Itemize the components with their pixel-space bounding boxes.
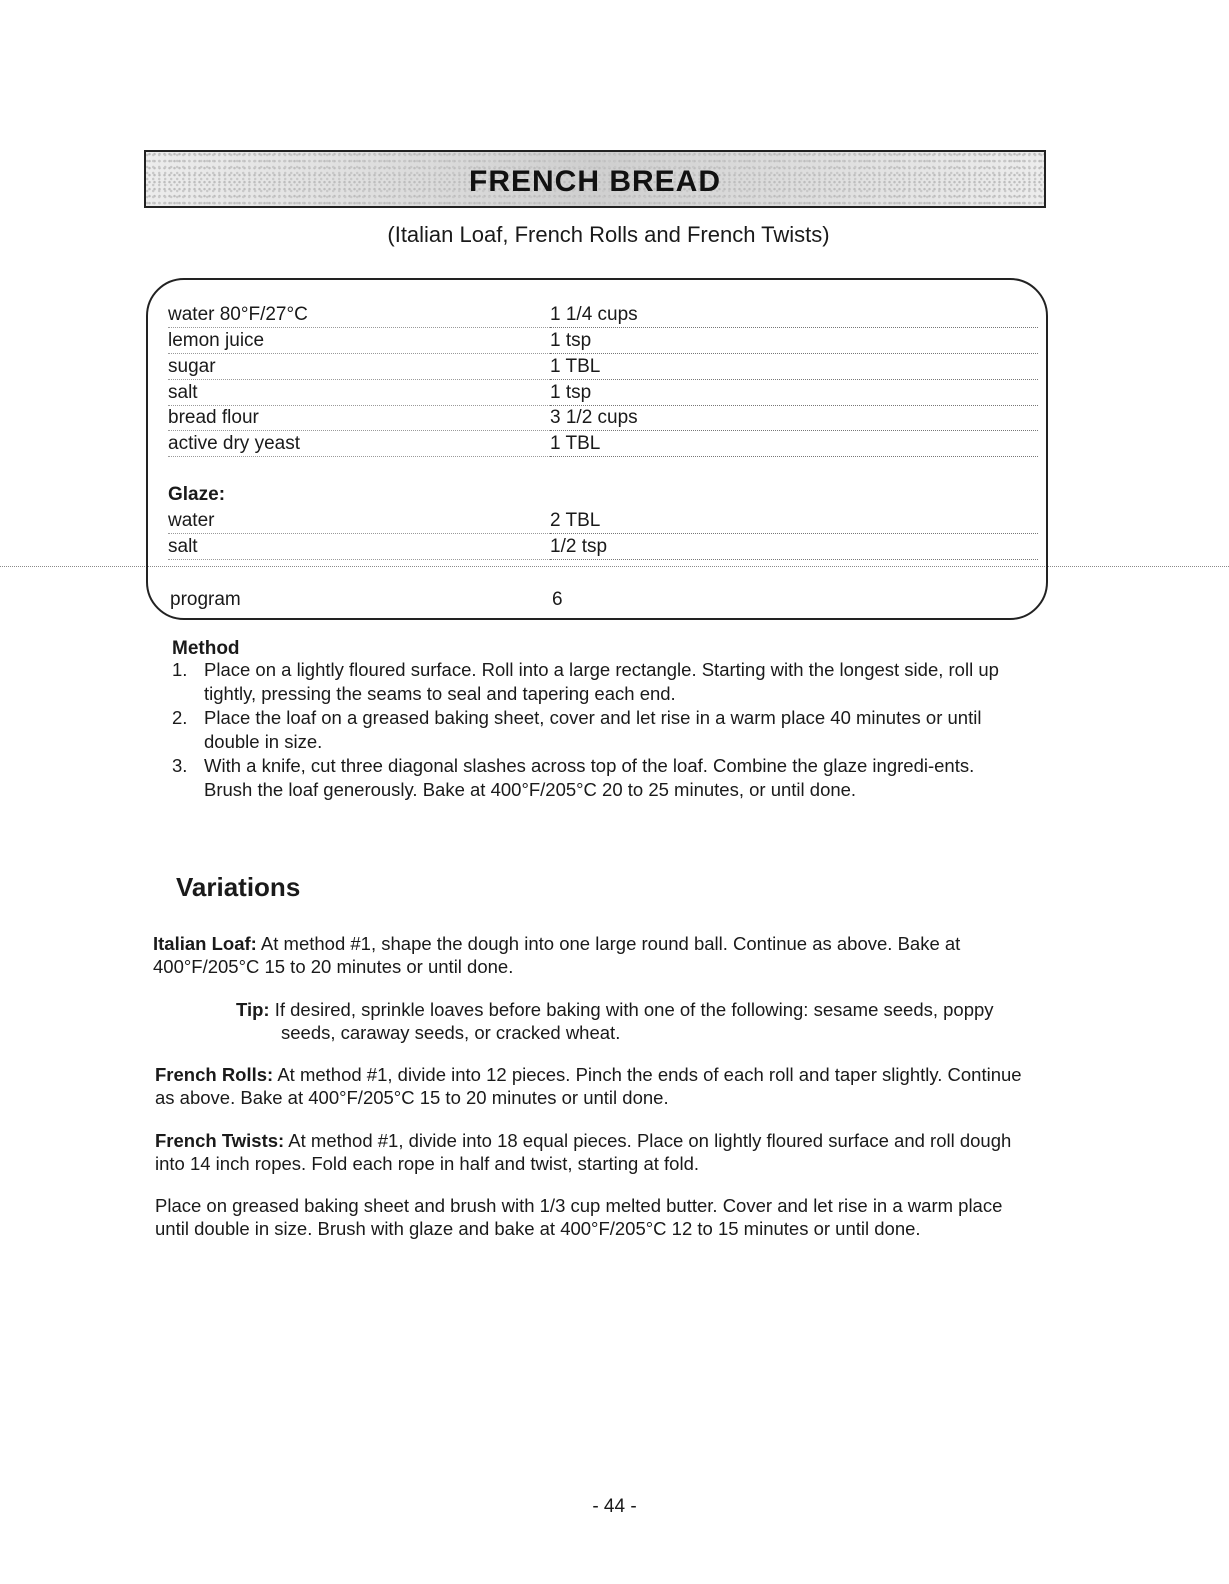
method-steps <box>172 658 1012 802</box>
glaze-name: water <box>168 510 550 534</box>
glaze-qty: 2 TBL <box>550 510 1038 534</box>
french-twists-text: At method #1, divide into 18 equal pieces. Place on lightly floured surface and roll dough into 14 inch ropes. Fold each rope in half and twist, starting at fold. <box>155 1130 1012 1174</box>
french-twists-paragraph <box>155 1129 1025 1175</box>
tip-text: If desired, sprinkle loaves before baking with one of the following: sesame seeds, poppy seeds, caraway seeds, or cracked wheat. <box>269 999 994 1043</box>
ingredient-qty: 1 TBL <box>550 433 1038 457</box>
ingredient-row <box>168 302 1038 328</box>
ingredient-qty: 1 TBL <box>550 356 1038 380</box>
italian-loaf-text: At method #1, shape the dough into one large round ball. Continue as above. Bake at 400°F/205°C 15 to 20 minutes or until done. <box>153 933 961 977</box>
ingredient-name: bread flour <box>168 407 550 431</box>
title-banner <box>144 150 1046 208</box>
final-paragraph: Place on greased baking sheet and brush with 1/3 cup melted butter. Cover and let rise in a warm place until double in size. Brush with glaze and bake at 400°F/205°C 12 to 15 minutes or until done. <box>155 1195 1003 1239</box>
ingredient-name: sugar <box>168 356 550 380</box>
ingredient-name: active dry yeast <box>168 433 550 457</box>
ingredient-row <box>168 380 1038 406</box>
program-value: 6 <box>552 589 563 610</box>
method-step <box>172 658 1012 706</box>
french-rolls-paragraph <box>155 1063 1025 1109</box>
ingredient-row <box>168 405 1038 431</box>
ingredient-row <box>168 354 1038 380</box>
glaze-row <box>168 508 1038 534</box>
tip-label: Tip: <box>236 999 270 1020</box>
glaze-row <box>168 534 1038 560</box>
ingredient-row <box>168 328 1038 354</box>
page-title: FRENCH BREAD <box>469 165 721 198</box>
step-number: 3. <box>172 755 188 776</box>
ingredient-qty: 1 tsp <box>550 330 1038 354</box>
subtitle-text: (Italian Loaf, French Rolls and French Twists) <box>387 222 830 247</box>
ingredient-name: water 80°F/27°C <box>168 304 550 328</box>
page-number: - 44 - <box>592 1496 637 1517</box>
italian-loaf-paragraph <box>153 932 1033 978</box>
italian-loaf-label: Italian Loaf: <box>153 933 257 954</box>
method-step <box>172 754 1012 802</box>
program-row <box>170 586 1040 612</box>
glaze-name: salt <box>168 536 550 560</box>
method-step <box>172 706 1012 754</box>
program-label: program <box>170 589 241 610</box>
french-rolls-text: At method #1, divide into 12 pieces. Pinch the ends of each roll and taper slightly. Continue as above. Bake at 400°F/205°C 15 to 20 minutes or until done. <box>155 1064 1022 1108</box>
glaze-heading: Glaze: <box>168 484 226 505</box>
step-text: Place the loaf on a greased baking sheet, cover and let rise in a warm place 40 minutes or until double in size. <box>204 707 982 752</box>
ingredient-name: salt <box>168 382 550 406</box>
variations-heading: Variations <box>176 872 301 902</box>
subtitle <box>0 222 1229 248</box>
french-rolls-label: French Rolls: <box>155 1064 274 1085</box>
tip-paragraph <box>236 998 1051 1044</box>
ingredient-qty: 1 1/4 cups <box>550 304 1038 328</box>
step-number: 1. <box>172 659 188 680</box>
step-text: With a knife, cut three diagonal slashes across top of the loaf. Combine the glaze ingredi-ents. Brush the loaf generously. Bake at 400°F/205°C 20 to 25 minutes, or until done. <box>204 755 975 800</box>
ingredient-row <box>168 431 1038 457</box>
glaze-qty: 1/2 tsp <box>550 536 1038 560</box>
step-text: Place on a lightly floured surface. Roll into a large rectangle. Starting with the longest side, roll up tightly, pressing the seams to seal and tapering each end. <box>204 659 999 704</box>
french-twists-label: French Twists: <box>155 1130 285 1151</box>
ingredient-qty: 3 1/2 cups <box>550 407 1038 431</box>
ingredient-qty: 1 tsp <box>550 382 1038 406</box>
method-heading: Method <box>172 638 240 659</box>
ingredient-name: lemon juice <box>168 330 550 354</box>
step-number: 2. <box>172 707 188 728</box>
